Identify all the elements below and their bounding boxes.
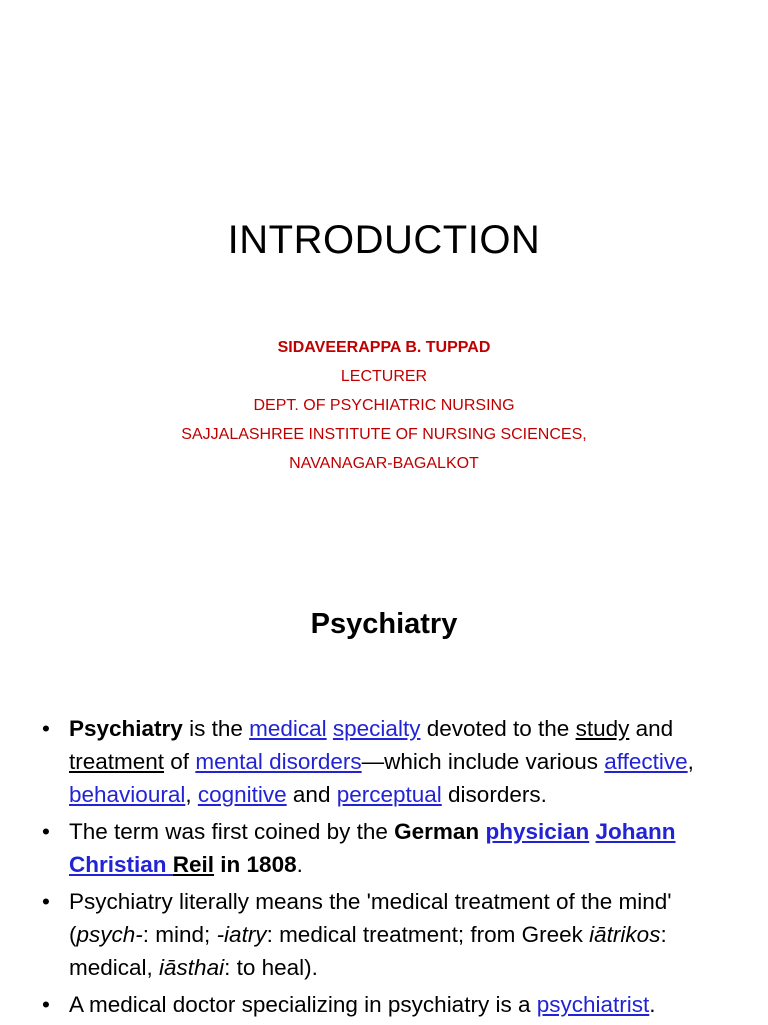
link-mental-disorders[interactable]: mental disorders (195, 749, 362, 774)
bullet-list (0, 712, 768, 1025)
text: devoted to the (420, 716, 576, 741)
text: Psychiatry literally means the 'medical treatment of the mind' ( (69, 889, 672, 947)
bold-german: German (394, 819, 480, 844)
bullet-item (0, 988, 768, 1021)
slide-title: INTRODUCTION (227, 218, 541, 262)
text: : mind; (142, 922, 217, 947)
link-physician[interactable]: physician (485, 819, 590, 844)
author-dept: DEPT. OF PSYCHIATRIC NURSING (253, 397, 515, 414)
text: The term was first coined by the (69, 819, 395, 844)
author-role: LECTURER (340, 368, 428, 385)
text: —which include various (361, 749, 605, 774)
text: . (296, 852, 303, 877)
author-block (0, 333, 768, 478)
link-johann-christian[interactable]: Johann Christian (69, 819, 676, 877)
text: disorders. (441, 782, 547, 807)
bold-term: Psychiatry (69, 716, 183, 741)
bold-1808: in 1808 (214, 852, 297, 877)
text: . (649, 992, 656, 1017)
link-psychiatrist[interactable]: psychiatrist (536, 992, 650, 1017)
text: and (286, 782, 337, 807)
italic-iatry: -iatry (216, 922, 267, 947)
text: is the (182, 716, 250, 741)
text: : to heal). (224, 955, 318, 980)
text: of (164, 749, 196, 774)
text: A medical doctor specializing in psychiatry is a (69, 992, 537, 1017)
link-perceptual[interactable]: perceptual (336, 782, 442, 807)
bullet-item (0, 712, 768, 811)
underlined-reil: Reil (172, 852, 215, 877)
text: , (185, 782, 198, 807)
bullet-item (0, 885, 768, 984)
text: : medical treatment; from Greek (266, 922, 590, 947)
underlined-treatment: treatment (69, 749, 165, 774)
underlined-study: study (575, 716, 630, 741)
text: , (687, 749, 694, 774)
author-name: SIDAVEERAPPA B. TUPPAD (277, 339, 491, 356)
link-specialty[interactable]: specialty (332, 716, 421, 741)
link-affective[interactable]: affective (604, 749, 688, 774)
text: : medical, (69, 922, 667, 980)
section-title: Psychiatry (310, 608, 458, 640)
italic-iasthai: iāsthai (159, 955, 225, 980)
link-behavioural[interactable]: behavioural (69, 782, 186, 807)
author-location: NAVANAGAR-BAGALKOT (289, 455, 479, 472)
italic-iatrikos: iātrikos (589, 922, 661, 947)
link-cognitive[interactable]: cognitive (197, 782, 287, 807)
italic-psych: psych- (76, 922, 143, 947)
bullet-item (0, 815, 768, 881)
text: and (629, 716, 674, 741)
author-institute: SAJJALASHREE INSTITUTE OF NURSING SCIENCES, (181, 426, 587, 443)
link-medical[interactable]: medical (249, 716, 327, 741)
